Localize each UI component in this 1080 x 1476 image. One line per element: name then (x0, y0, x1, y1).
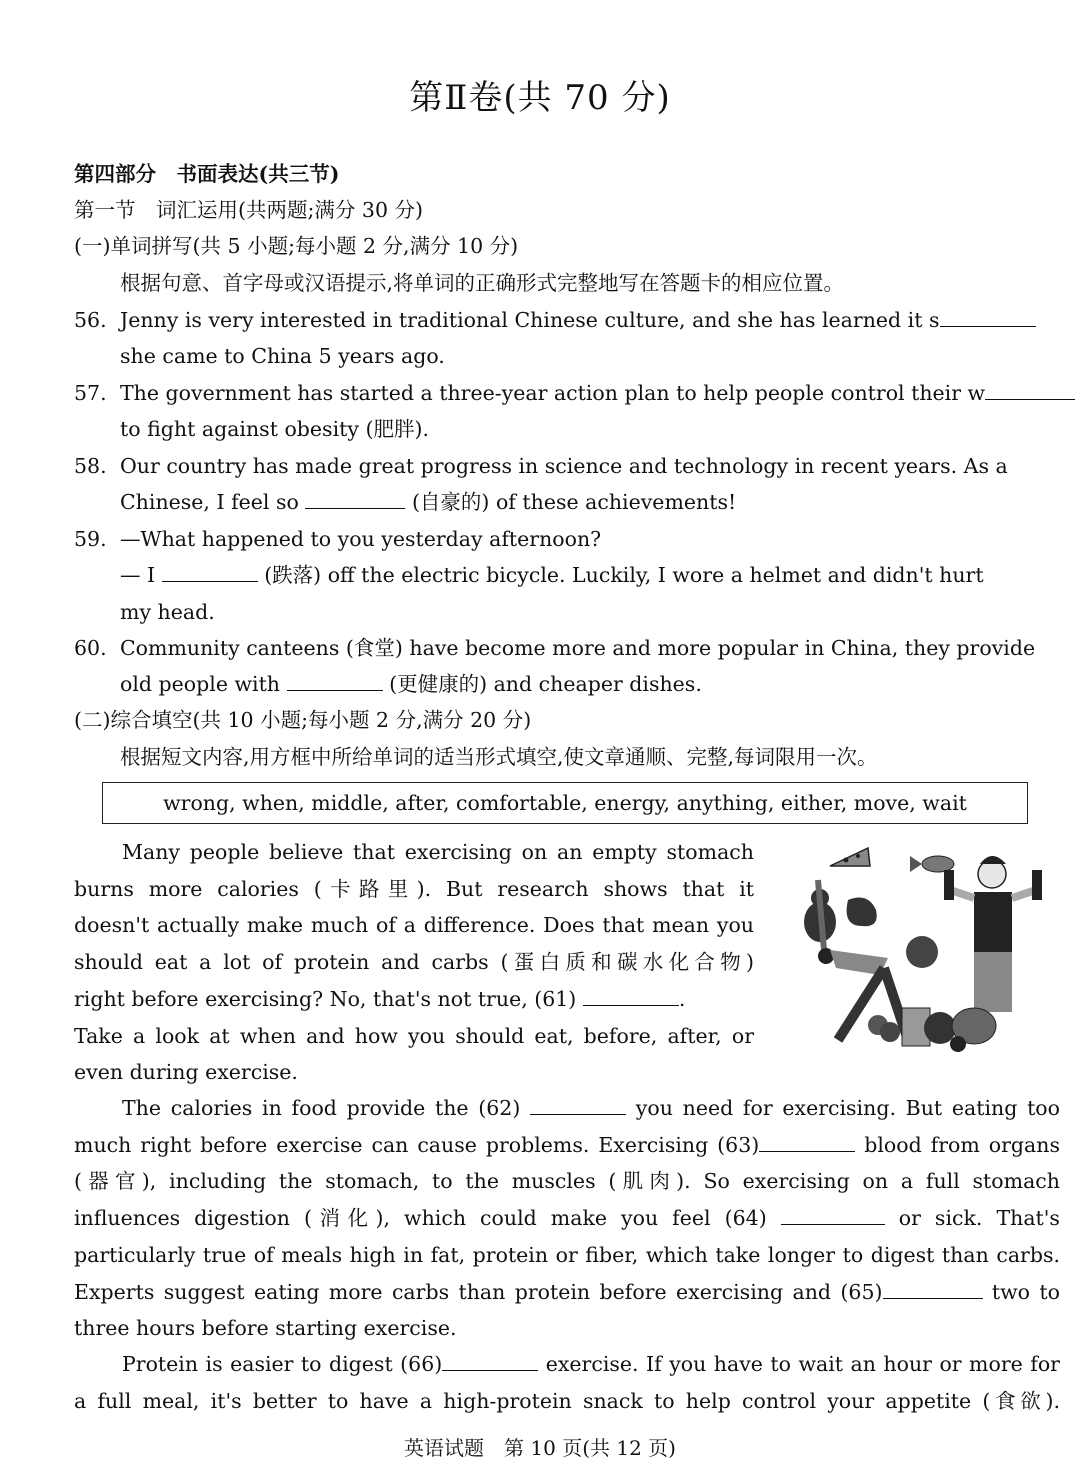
section1-heading: 第一节 词汇运用(共两题;满分 30 分) (74, 198, 424, 222)
answer-blank[interactable] (530, 1090, 626, 1115)
question-text: Jenny is very interested in traditional Chinese culture, and she has learned it s (120, 308, 940, 332)
cheese-icon (830, 848, 870, 866)
text-segment: influences digestion (消化), which could make you feel (64) (74, 1206, 767, 1231)
text-segment: or sick. That's (898, 1206, 1060, 1231)
question-57 (74, 375, 1060, 411)
text-segment: old people with (120, 672, 281, 696)
answer-blank[interactable] (162, 557, 258, 582)
text-segment: Chinese, I feel so (120, 490, 299, 514)
answer-blank[interactable] (287, 666, 383, 691)
question-text: The government has started a three-year action plan to help people control their w (120, 381, 986, 405)
sub1-heading: (一)单词拼写(共 5 小题;每小题 2 分,满分 10 分) (74, 234, 519, 258)
text-line: doesn't actually make much of a difference. Does that mean you (74, 913, 754, 938)
question-text: —What happened to you yesterday afternoon? (120, 527, 602, 551)
text-line: three hours before starting exercise. (74, 1316, 457, 1341)
text-line: Take a look at when and how you should eat, before, after, or (74, 1023, 754, 1048)
tomato-icon (906, 936, 938, 968)
question-text: Community canteens (食堂) have become more and more popular in China, they provide (120, 636, 1036, 660)
text-segment: Experts suggest eating more carbs than protein before exercising and (65) (74, 1279, 883, 1304)
text-line: should eat a lot of protein and carbs (蛋白质和碳水化合物) (74, 950, 754, 975)
fruit-pile-icon (868, 1008, 996, 1052)
answer-blank[interactable] (781, 1200, 885, 1225)
part-heading: 第四部分 书面表达(共三节) (74, 162, 340, 186)
answer-blank[interactable] (442, 1346, 538, 1371)
text-segment: much right before exercise can cause problems. Exercising (63) (74, 1132, 760, 1157)
text-line: burns more calories (卡路里). But research shows that it (74, 876, 754, 901)
question-text (120, 484, 1060, 520)
question-text: my head. (120, 600, 215, 624)
answer-blank[interactable] (940, 302, 1036, 327)
text-line (74, 1127, 1060, 1164)
text-line: particularly true of meals high in fat, protein or fiber, which take longer to digest than carbs. (74, 1242, 1060, 1267)
question-text (120, 557, 1060, 593)
page-title: 第Ⅱ卷(共 70 分) (409, 78, 671, 118)
passage-paragraph-3 (74, 1346, 1060, 1419)
word-box: wrong, when, middle, after, comfortable, energy, anything, either, move, wait (102, 782, 1028, 824)
question-59 (74, 521, 1060, 557)
sub2-instruction: 根据短文内容,用方框中所给单词的适当形式填空,使文章通顺、完整,每词限用一次。 (120, 745, 878, 769)
text-segment: right before exercising? No, that's not true, (61) (74, 986, 577, 1011)
text-line (74, 1346, 1060, 1383)
text-line (74, 1200, 1060, 1237)
text-segment: (更健康的) and cheaper dishes. (389, 672, 702, 696)
text-line (74, 1274, 1060, 1311)
answer-blank[interactable] (985, 375, 1075, 400)
answer-blank[interactable] (759, 1127, 855, 1152)
answer-blank[interactable] (883, 1274, 983, 1299)
text-segment: (跌落) off the electric bicycle. Luckily, I wore a helmet and didn't hurt (264, 563, 984, 587)
steak-icon (847, 898, 877, 927)
answer-blank[interactable] (305, 484, 405, 509)
passage-paragraph-2 (74, 1090, 1060, 1347)
passage-paragraph-1 (74, 834, 754, 1091)
question-number: 58. (74, 454, 107, 478)
question-text: she came to China 5 years ago. (120, 344, 445, 368)
fish-icon (922, 856, 954, 872)
question-number: 60. (74, 636, 107, 660)
answer-blank[interactable] (583, 981, 679, 1006)
text-line: Many people believe that exercising on an empty stomach (122, 840, 754, 864)
man-with-dumbbells-icon (944, 856, 1042, 1012)
text-segment: — I (120, 563, 156, 587)
text-segment: (自豪的) of these achievements! (411, 490, 737, 514)
text-segment: exercise. If you have to wait an hour or more for (545, 1352, 1060, 1376)
question-number: 56. (74, 308, 107, 332)
text-segment: you need for exercising. But eating too (635, 1096, 1060, 1120)
text-segment: two to (991, 1279, 1060, 1304)
text-line: (器官), including the stomach, to the muscles (肌肉). So exercising on a full stomach (74, 1169, 1060, 1194)
exercise-food-illustration (798, 840, 1060, 1055)
question-60 (74, 630, 1060, 666)
page-footer: 英语试题 第 10 页(共 12 页) (404, 1436, 676, 1460)
question-number: 57. (74, 381, 107, 405)
question-text (120, 666, 1060, 702)
question-56 (74, 302, 1060, 338)
sub2-heading: (二)综合填空(共 10 小题;每小题 2 分,满分 20 分) (74, 708, 532, 732)
question-text: Our country has made great progress in science and technology in recent years. As a (120, 454, 1008, 478)
text-line: a full meal, it's better to have a high-protein snack to help control your appetite (食欲). (74, 1388, 1060, 1413)
text-line: even during exercise. (74, 1060, 298, 1085)
text-segment: The calories in food provide the (62) (122, 1096, 521, 1120)
text-segment: blood from organs (864, 1132, 1060, 1157)
text-line (74, 1090, 1060, 1127)
text-line: right before exercising? No, that's not true, (61) . (74, 981, 754, 1018)
question-number: 59. (74, 527, 107, 551)
question-text: to fight against obesity (肥胖). (120, 417, 429, 441)
text-segment: Protein is easier to digest (66) (122, 1352, 443, 1376)
sub1-instruction: 根据句意、首字母或汉语提示,将单词的正确形式完整地写在答题卡的相应位置。 (120, 271, 845, 295)
question-58 (74, 448, 1060, 484)
